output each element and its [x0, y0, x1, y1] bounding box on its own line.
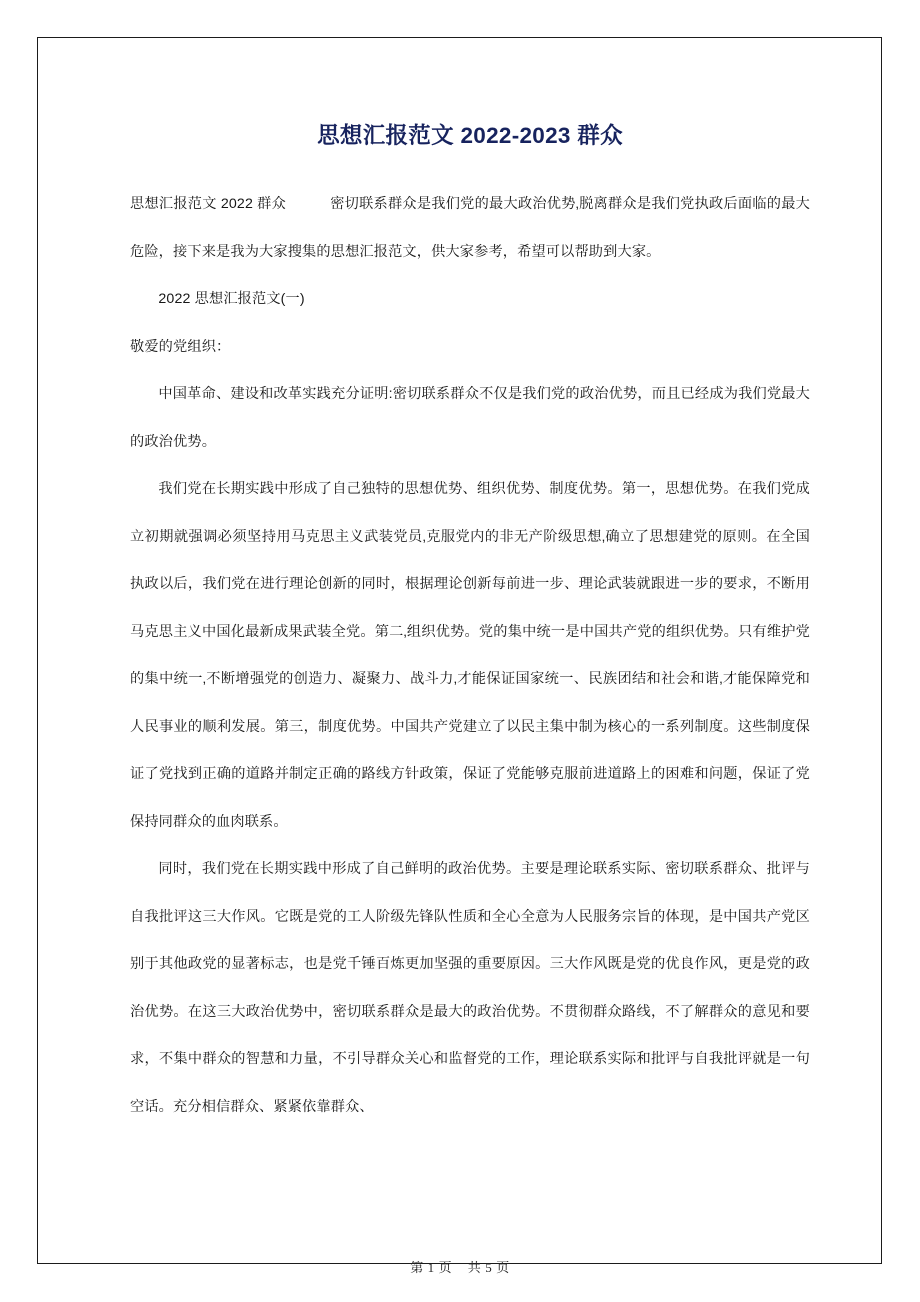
paragraph-body-2: 我们党在长期实践中形成了自己独特的思想优势、组织优势、制度优势。第一，思想优势。在我们党成立初期就强调必须坚持用马克思主义武装党员‚克服党内的非无产阶级思想‚确立了思想建党的原则。在全国执政以后，我们党在进行理论创新的同时，根据理论创新每前进一步、理论武装就跟进一步的要求，不断用马克思主义中国化最新成果武装全党。第二‚组织优势。党的集中统一是中国共产党的组织优势。只有维护党的集中统一‚不断增强党的创造力、凝聚力、战斗力‚才能保证国家统一、民族团结和社会和谐‚才能保障党和人民事业的顺利发展。第三，制度优势。中国共产党建立了以民主集中制为核心的一系列制度。这些制度保证了党找到正确的道路并制定正确的路线方针政策，保证了党能够克服前进道路上的困难和问题，保证了党保持同群众的血肉联系。 [130, 481, 810, 830]
page-title: 思想汇报范文 2022-2023 群众 [317, 123, 623, 148]
footer-total-pages: 共 5 页 [467, 1260, 510, 1275]
paragraph-body-3: 同时，我们党在长期实践中形成了自己鲜明的政治优势。主要是理论联系实际、密切联系群众、批评与自我批评这三大作风。它既是党的工人阶级先锋队性质和全心全意为人民服务宗旨的体现，是中国共产党区别于其他政党的显著标志，也是党千锤百炼更加坚强的重要原因。三大作风既是党的优良作风，更是党的政治优势。在这三大政治优势中，密切联系群众是最大的政治优势。不贯彻群众路线，不了解群众的意见和要求，不集中群众的智慧和力量，不引导群众关心和监督党的工作，理论联系实际和批评与自我批评就是一句空话。充分相信群众、紧紧依靠群众、 [130, 861, 810, 1115]
lead-text: 密切联系群众是我们党的最大政治优势‚脱离群众是我们党执政后面临的最大危险，接下来是我为大家搜集的思想汇报范文，供大家参考，希望可以帮助到大家。 [130, 196, 811, 260]
footer-current-page: 第 1 页 [410, 1260, 453, 1275]
paragraph-body-1: 中国革命、建设和改革实践充分证明:密切联系群众不仅是我们党的政治优势，而且已经成为我们党最大的政治优势。 [130, 386, 810, 450]
paragraph-salutation: 敬爱的党组织： [130, 338, 231, 355]
page-content-area [130, 37, 810, 1264]
page-footer [0, 1257, 920, 1276]
paragraph-lead [130, 181, 810, 276]
lead-label: 思想汇报范文 2022 群众 [130, 196, 287, 212]
document-body [130, 181, 810, 1131]
paragraph-subtitle: 2022 思想汇报范文(一) [158, 291, 305, 307]
